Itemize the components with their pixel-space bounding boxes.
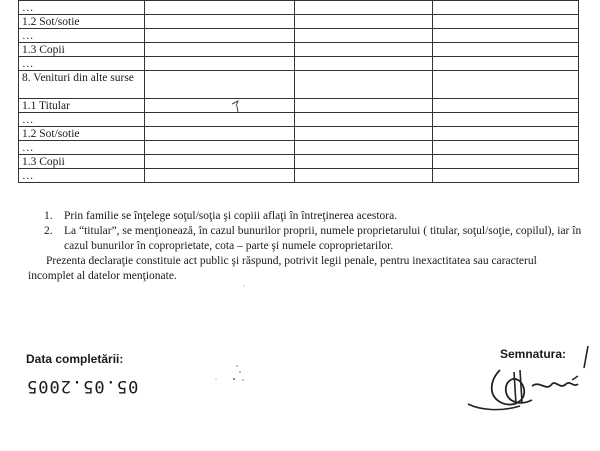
- row-label: …: [19, 113, 145, 127]
- table-row: [19, 169, 579, 183]
- row-label: …: [19, 57, 145, 71]
- note-titular: [28, 224, 584, 254]
- table-row: [19, 113, 579, 127]
- table-row: [19, 15, 579, 29]
- signature-label: Semnatura:: [500, 347, 567, 361]
- note-text: Prin familie se înţelege soţul/soţia şi copiii aflaţi în întreţinerea acestora.: [64, 210, 398, 222]
- table-row: [19, 57, 579, 71]
- notes-section: [28, 209, 584, 284]
- row-label: 1.2 Sot/sotie: [19, 127, 145, 141]
- row-label: 8. Venituri din alte surse: [19, 71, 145, 99]
- row-label: …: [19, 1, 145, 15]
- table-row: [19, 99, 579, 113]
- date-label: Data completării:: [26, 352, 124, 366]
- row-label: …: [19, 29, 145, 43]
- declaration-paragraph: Prezenta declaraţie constituie act public şi răspund, potrivit legii penale, pentru inexactitatea sau caracterul incomplet al datelor menţionate.: [28, 255, 537, 282]
- income-table: [18, 0, 578, 183]
- table-row: [19, 127, 579, 141]
- table-row: [19, 1, 579, 15]
- row-label: 1.3 Copii: [19, 155, 145, 169]
- table-row: [19, 141, 579, 155]
- table-row: [19, 43, 579, 57]
- note-text: La “titular”, se menţionează, în cazul bunurilor proprii, numele proprietarului ( titular, soţul/soţie, copilul), iar în cazul bunurilor în coproprietate, cota – parte şi numele coproprietarilor.: [64, 225, 582, 252]
- table-row: [19, 71, 579, 99]
- row-label: 1.3 Copii: [19, 43, 145, 57]
- handwritten-signature: [460, 340, 600, 420]
- table-row: [19, 29, 579, 43]
- note-number: 2.: [44, 225, 53, 237]
- row-label: …: [19, 169, 145, 183]
- note-number: 1.: [44, 210, 53, 222]
- row-label: 1.2 Sot/sotie: [19, 15, 145, 29]
- row-label: …: [19, 141, 145, 155]
- handwritten-date: 05.05.2005: [26, 376, 139, 396]
- note-family: [28, 209, 584, 224]
- table-row: [19, 155, 579, 169]
- row-label: 1.1 Titular: [19, 99, 145, 113]
